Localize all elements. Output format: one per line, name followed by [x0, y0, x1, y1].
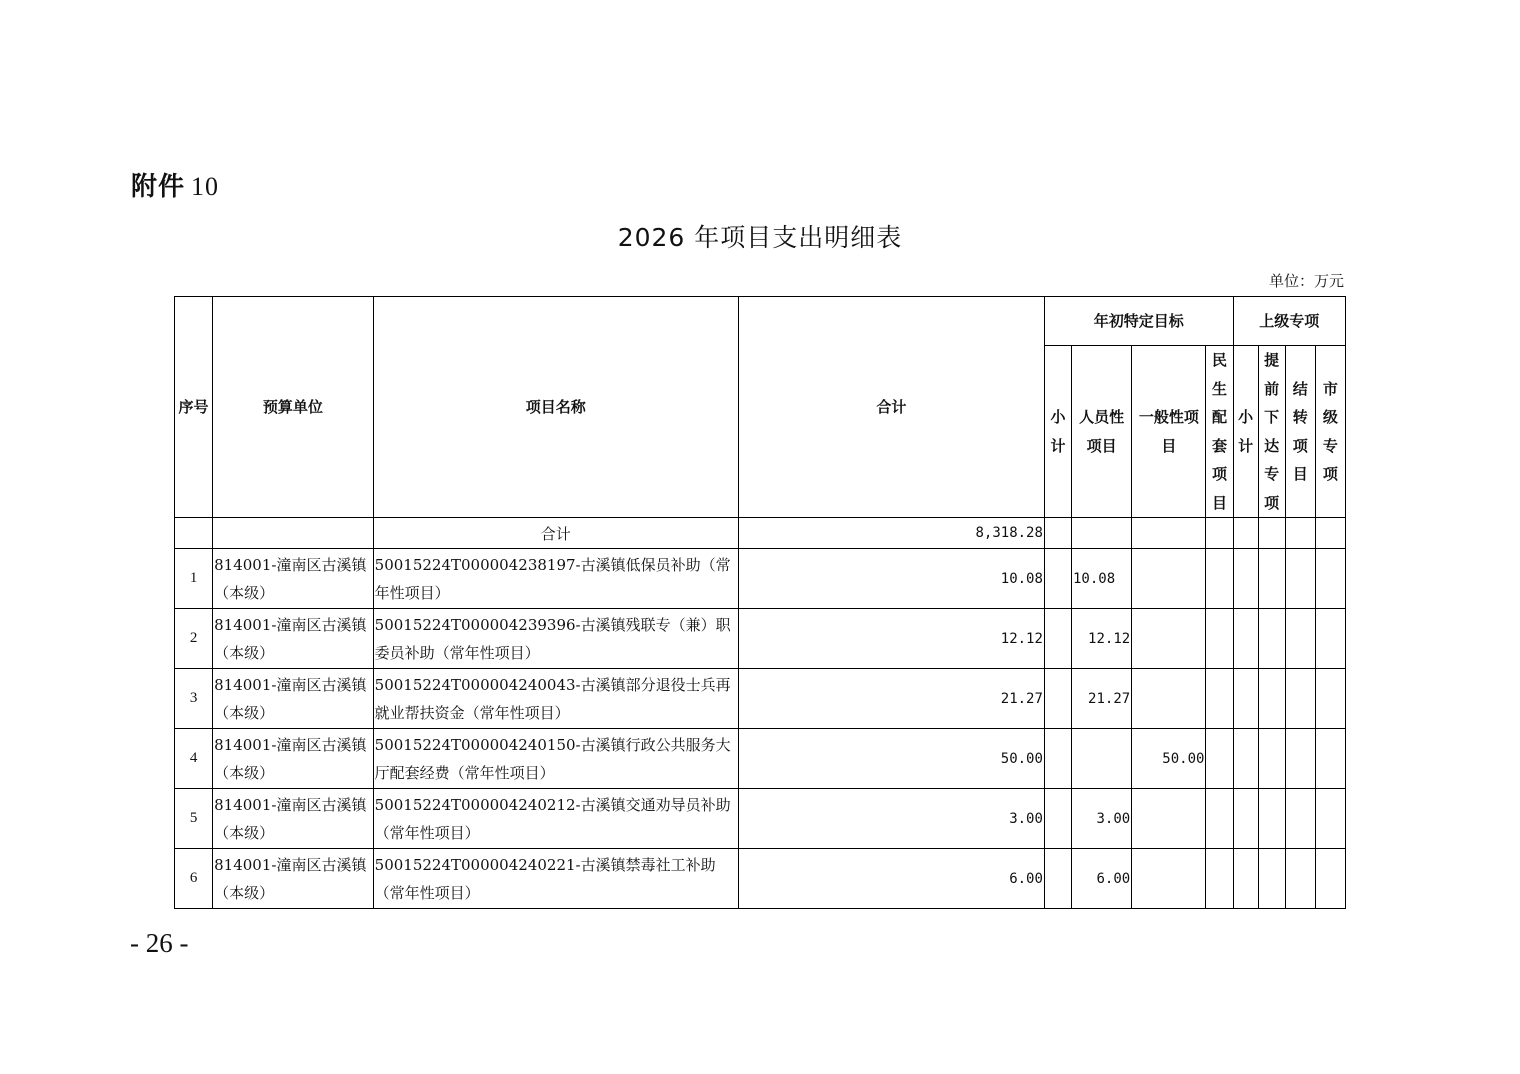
total-empty-cell — [1233, 518, 1258, 549]
header-general-line: 一般性项 — [1138, 408, 1199, 426]
header-group-initial-target: 年初特定目标 — [1044, 297, 1233, 346]
row-subtotal — [1044, 849, 1071, 909]
header-advance-char: 项 — [1264, 493, 1280, 512]
row-total: 3.00 — [738, 789, 1044, 849]
row-empty-cell — [1206, 669, 1233, 729]
table-row — [175, 729, 1346, 789]
header-subtotal — [1044, 346, 1071, 518]
header-personnel-line: 人员性 — [1079, 408, 1125, 426]
row-empty-cell — [1315, 729, 1345, 789]
row-empty-cell — [1285, 669, 1315, 729]
row-total: 12.12 — [738, 609, 1044, 669]
row-seq: 6 — [175, 849, 213, 909]
header-personnel — [1072, 346, 1132, 518]
row-budget-unit: 814001-潼南区古溪镇（本级） — [213, 549, 374, 609]
total-label: 合计 — [373, 518, 738, 549]
row-subtotal — [1044, 609, 1071, 669]
attachment-number: 10 — [191, 172, 220, 201]
row-empty-cell — [1315, 609, 1345, 669]
total-empty-cell — [1258, 518, 1285, 549]
row-project-name: 50015224T000004238197-古溪镇低保员补助（常年性项目） — [373, 549, 738, 609]
header-advance-char: 前 — [1264, 379, 1280, 398]
row-personnel: 3.00 — [1072, 789, 1132, 849]
header-city-char: 专 — [1322, 436, 1338, 455]
total-unit-cell — [213, 518, 374, 549]
unit-label: 单位：万元 — [1268, 272, 1344, 290]
row-empty-cell — [1315, 849, 1345, 909]
header-group-upper-special: 上级专项 — [1233, 297, 1345, 346]
row-personnel: 6.00 — [1072, 849, 1132, 909]
row-general — [1132, 789, 1206, 849]
total-empty-cell — [1315, 518, 1345, 549]
header-livelihood — [1206, 346, 1233, 518]
header-total: 合计 — [738, 297, 1044, 518]
row-subtotal — [1044, 549, 1071, 609]
row-empty-cell — [1206, 729, 1233, 789]
row-empty-cell — [1285, 729, 1315, 789]
header-advance-char: 达 — [1264, 436, 1280, 455]
total-empty-cell — [1132, 518, 1206, 549]
row-empty-cell — [1206, 789, 1233, 849]
row-empty-cell — [1258, 789, 1285, 849]
page-number: - 26 - — [130, 928, 189, 958]
row-personnel: 10.08 — [1072, 549, 1132, 609]
row-seq: 2 — [175, 609, 213, 669]
row-personnel: 12.12 — [1072, 609, 1132, 669]
attachment-label — [131, 166, 219, 203]
header-subtotal-upper-char: 计 — [1238, 436, 1254, 455]
row-empty-cell — [1315, 789, 1345, 849]
row-total: 10.08 — [738, 549, 1044, 609]
header-personnel-line: 项目 — [1086, 436, 1117, 455]
header-seq: 序号 — [175, 297, 213, 518]
row-subtotal — [1044, 789, 1071, 849]
header-carryover-char: 项 — [1292, 436, 1308, 455]
table-row — [175, 549, 1346, 609]
row-subtotal — [1044, 669, 1071, 729]
row-empty-cell — [1233, 609, 1258, 669]
header-city-char: 市 — [1322, 379, 1338, 398]
header-livelihood-char: 民 — [1211, 351, 1227, 369]
row-project-name: 50015224T000004239396-古溪镇残联专（兼）职委员补助（常年性项目） — [373, 609, 738, 669]
row-total: 21.27 — [738, 669, 1044, 729]
table-row — [175, 789, 1346, 849]
row-empty-cell — [1206, 609, 1233, 669]
header-subtotal-upper — [1233, 346, 1258, 518]
row-empty-cell — [1315, 669, 1345, 729]
row-empty-cell — [1285, 849, 1315, 909]
header-advance-char: 下 — [1264, 408, 1280, 426]
row-general — [1132, 849, 1206, 909]
header-subtotal-line: 计 — [1050, 436, 1066, 455]
total-empty-cell — [1206, 518, 1233, 549]
header-general-line: 目 — [1161, 436, 1177, 455]
header-subtotal-upper-char: 小 — [1238, 408, 1254, 426]
header-livelihood-char: 套 — [1211, 436, 1227, 455]
total-empty-cell — [1285, 518, 1315, 549]
row-personnel — [1072, 729, 1132, 789]
row-seq: 1 — [175, 549, 213, 609]
row-empty-cell — [1206, 849, 1233, 909]
header-advance-char: 提 — [1264, 351, 1280, 369]
header-livelihood-char: 目 — [1211, 493, 1227, 512]
row-budget-unit: 814001-潼南区古溪镇（本级） — [213, 609, 374, 669]
header-city-char: 级 — [1322, 408, 1338, 426]
header-general — [1132, 346, 1206, 518]
row-empty-cell — [1258, 609, 1285, 669]
row-empty-cell — [1233, 669, 1258, 729]
total-row — [175, 518, 1346, 549]
row-empty-cell — [1233, 789, 1258, 849]
header-budget-unit: 预算单位 — [213, 297, 374, 518]
row-empty-cell — [1258, 669, 1285, 729]
row-budget-unit: 814001-潼南区古溪镇（本级） — [213, 729, 374, 789]
row-seq: 5 — [175, 789, 213, 849]
project-expense-table — [174, 296, 1346, 909]
row-total: 6.00 — [738, 849, 1044, 909]
header-city-char: 项 — [1322, 465, 1338, 483]
row-empty-cell — [1258, 549, 1285, 609]
row-seq: 4 — [175, 729, 213, 789]
row-project-name: 50015224T000004240150-古溪镇行政公共服务大厅配套经费（常年性项目） — [373, 729, 738, 789]
attachment-text: 附件 — [131, 172, 186, 202]
row-empty-cell — [1233, 849, 1258, 909]
row-empty-cell — [1233, 729, 1258, 789]
row-budget-unit: 814001-潼南区古溪镇（本级） — [213, 669, 374, 729]
total-empty-cell — [1044, 518, 1071, 549]
page-title: 2026 年项目支出明细表 — [617, 223, 903, 252]
row-empty-cell — [1206, 549, 1233, 609]
row-subtotal — [1044, 729, 1071, 789]
row-empty-cell — [1258, 849, 1285, 909]
row-project-name: 50015224T000004240043-古溪镇部分退役士兵再就业帮扶资金（常年性项目） — [373, 669, 738, 729]
row-project-name: 50015224T000004240221-古溪镇禁毒社工补助（常年性项目） — [373, 849, 738, 909]
row-general — [1132, 549, 1206, 609]
total-seq-cell — [175, 518, 213, 549]
row-total: 50.00 — [738, 729, 1044, 789]
row-empty-cell — [1285, 789, 1315, 849]
row-project-name: 50015224T000004240212-古溪镇交通劝导员补助（常年性项目） — [373, 789, 738, 849]
header-carryover-char: 转 — [1292, 408, 1308, 426]
row-general — [1132, 609, 1206, 669]
header-subtotal-line: 小 — [1050, 408, 1066, 426]
row-empty-cell — [1285, 609, 1315, 669]
header-livelihood-char: 生 — [1211, 379, 1227, 398]
row-empty-cell — [1285, 549, 1315, 609]
row-empty-cell — [1258, 729, 1285, 789]
table-row — [175, 849, 1346, 909]
header-city — [1315, 346, 1345, 518]
row-personnel: 21.27 — [1072, 669, 1132, 729]
header-livelihood-char: 配 — [1211, 408, 1227, 426]
row-empty-cell — [1233, 549, 1258, 609]
header-carryover-char: 目 — [1292, 465, 1308, 483]
table-row — [175, 609, 1346, 669]
header-livelihood-char: 项 — [1211, 465, 1227, 483]
row-budget-unit: 814001-潼南区古溪镇（本级） — [213, 849, 374, 909]
row-budget-unit: 814001-潼南区古溪镇（本级） — [213, 789, 374, 849]
total-amount: 8,318.28 — [738, 518, 1044, 549]
header-project-name: 项目名称 — [373, 297, 738, 518]
header-advance — [1258, 346, 1285, 518]
row-general: 50.00 — [1132, 729, 1206, 789]
row-seq: 3 — [175, 669, 213, 729]
row-general — [1132, 669, 1206, 729]
total-empty-cell — [1072, 518, 1132, 549]
table-row — [175, 669, 1346, 729]
header-carryover-char: 结 — [1292, 379, 1308, 398]
header-carryover — [1285, 346, 1315, 518]
row-empty-cell — [1315, 549, 1345, 609]
header-advance-char: 专 — [1264, 465, 1280, 483]
